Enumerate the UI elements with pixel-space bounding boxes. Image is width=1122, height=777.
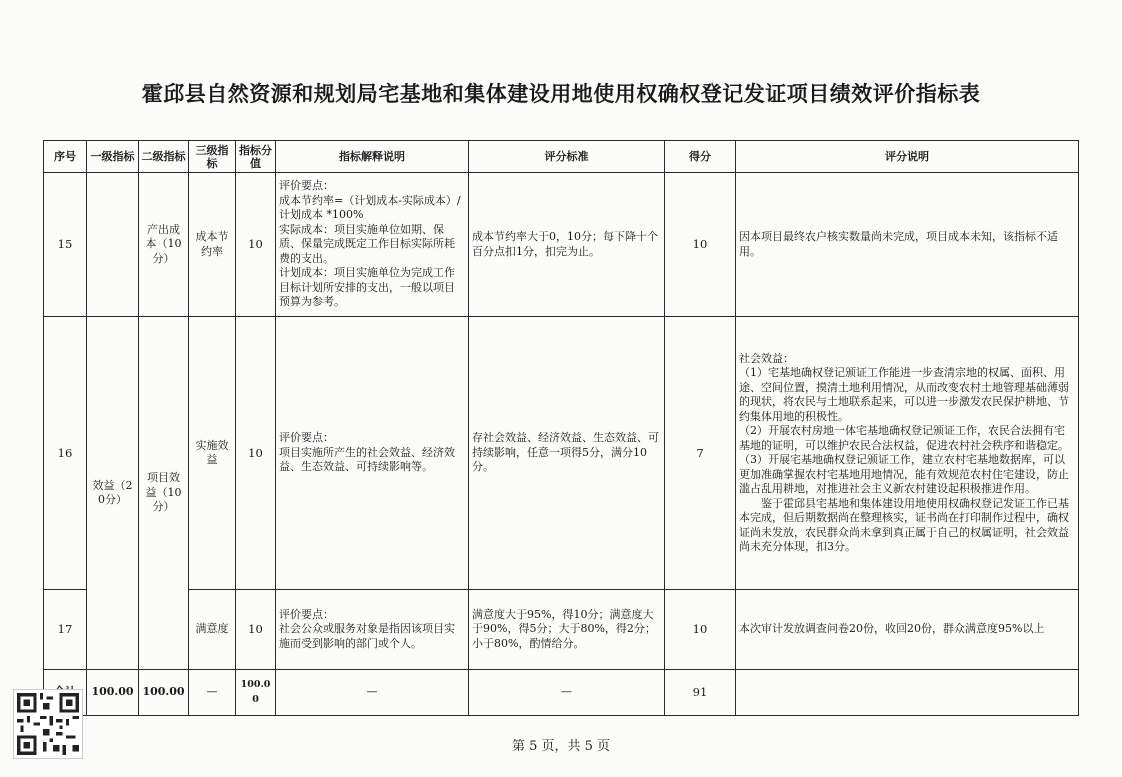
row-score-value: 10: [236, 317, 276, 590]
level2-benefit: 项目效益（10分）: [139, 317, 189, 670]
total-level2: 100.00: [139, 670, 189, 716]
evaluation-table: [43, 140, 1079, 716]
row-seq: 16: [44, 317, 87, 590]
remark-line: 本次审计发放调查问卷20份，收回20份，群众满意度95%以上: [739, 622, 1045, 636]
remark-line: （2）开展农村房地一体宅基地确权登记颁证工作，农民合法拥有宅基地的证明，可以维护农民合法权益，促进农村社会秩序和谐稳定。: [739, 424, 1069, 452]
total-standard: —: [469, 670, 665, 716]
remark-line: 社会效益：: [739, 351, 794, 365]
row-level3: 成本节约率: [189, 173, 236, 317]
explanation-line: 项目实施所产生的社会效益、经济效益、生态效益、可持续影响等。: [279, 445, 455, 474]
header-level2: 二级指标: [139, 141, 189, 173]
level1-benefit: 效益（20分）: [87, 317, 139, 670]
row-remark: [736, 317, 1079, 590]
header-explanation: 指标解释说明: [276, 141, 469, 173]
total-row: [44, 670, 1079, 716]
page-title: 霍邱县自然资源和规划局宅基地和集体建设用地使用权确权登记发证项目绩效评价指标表: [141, 81, 981, 106]
header-level1: 一级指标: [87, 141, 139, 173]
header-seq: 序号: [44, 141, 87, 173]
explanation-line: 评价要点：: [279, 179, 334, 193]
explanation-line: 评价要点：: [279, 431, 334, 445]
total-level1: 100.00: [87, 670, 139, 716]
row-score-value: 10: [236, 173, 276, 317]
total-score: 91: [665, 670, 736, 716]
table-row: [44, 590, 1079, 670]
row-score-value: 10: [236, 590, 276, 670]
row-score: 7: [665, 317, 736, 590]
row-level3: 实施效益: [189, 317, 236, 590]
remark-line: 因本项目最终农户核实数量尚未完成，项目成本未知，该指标不适用。: [739, 230, 1058, 258]
row-explanation: [276, 590, 469, 670]
explanation-line: 计划成本：项目实施单位为完成工作目标计划所安排的支出，一般以项目预算为参考。: [279, 266, 455, 309]
header-level3: 三级指标: [189, 141, 236, 173]
row-seq: 15: [44, 173, 87, 317]
row-level2: 产出成本（10分）: [139, 173, 189, 317]
row-explanation: [276, 317, 469, 590]
explanation-line: 成本节约率=（计划成本-实际成本）/计划成本 *100%: [279, 193, 461, 222]
remark-line: （3）开展宅基地确权登记颁证工作，建立农村宅基地数据库，可以更加准确掌握农村宅基地用地情况，能有效规范农村住宅建设，防止滥占乱用耕地，对推进社会主义新农村建设起积极推进作用。: [739, 453, 1069, 495]
table-row: [44, 173, 1079, 317]
row-score: 10: [665, 173, 736, 317]
header-standard: 评分标准: [469, 141, 665, 173]
row-level1-empty: [87, 173, 139, 317]
row-explanation: [276, 173, 469, 317]
header-score-value: 指标分值: [236, 141, 276, 173]
row-standard: 存社会效益、经济效益、生态效益、可持续影响，任意一项得5分，满分10分。: [469, 317, 665, 590]
explanation-line: 社会公众或服务对象是指因该项目实施而受到影响的部门或个人。: [279, 622, 455, 650]
total-remark: [736, 670, 1079, 716]
header-remark: 评分说明: [736, 141, 1079, 173]
explanation-line: 实际成本：项目实施单位如期、保质、保量完成既定工作目标实际所耗费的支出。: [279, 222, 455, 265]
table-row: [44, 317, 1079, 590]
row-standard: 满意度大于95%，得10分；满意度大于90%，得5分；大于80%，得2分；小于80%，酌情给分。: [469, 590, 665, 670]
total-level3: —: [189, 670, 236, 716]
explanation-line: 评价要点：: [279, 607, 334, 621]
header-row: [44, 141, 1079, 173]
total-explanation: —: [276, 670, 469, 716]
row-level3: 满意度: [189, 590, 236, 670]
row-score: 10: [665, 590, 736, 670]
total-score-value: 100.00: [236, 670, 276, 716]
page-number: 第 5 页，共 5 页: [511, 739, 611, 754]
header-score: 得分: [665, 141, 736, 173]
row-remark: [736, 590, 1079, 670]
row-remark: [736, 173, 1079, 317]
row-seq: 17: [44, 590, 87, 670]
remark-line: （1）宅基地确权登记颁证工作能进一步查清宗地的权属、面积、用途、空间位置，摸清土地利用情况，从而改变农村土地管理基础薄弱的现状，将农民与土地联系起来，可以进一步激发农民保护耕地、节约集体用地的积极性。: [739, 366, 1069, 423]
row-standard: 成本节约率大于0，10分；每下降十个百分点扣1分，扣完为止。: [469, 173, 665, 317]
remark-line: 鉴于霍邱县宅基地和集体建设用地使用权确权登记发证工作已基本完成，但后期数据尚在整理核实，证书尚在打印制作过程中，确权证尚未发放，农民群众尚未拿到真正属于自己的权属证明，社会效益尚未充分体现，扣3分。: [739, 496, 1069, 553]
